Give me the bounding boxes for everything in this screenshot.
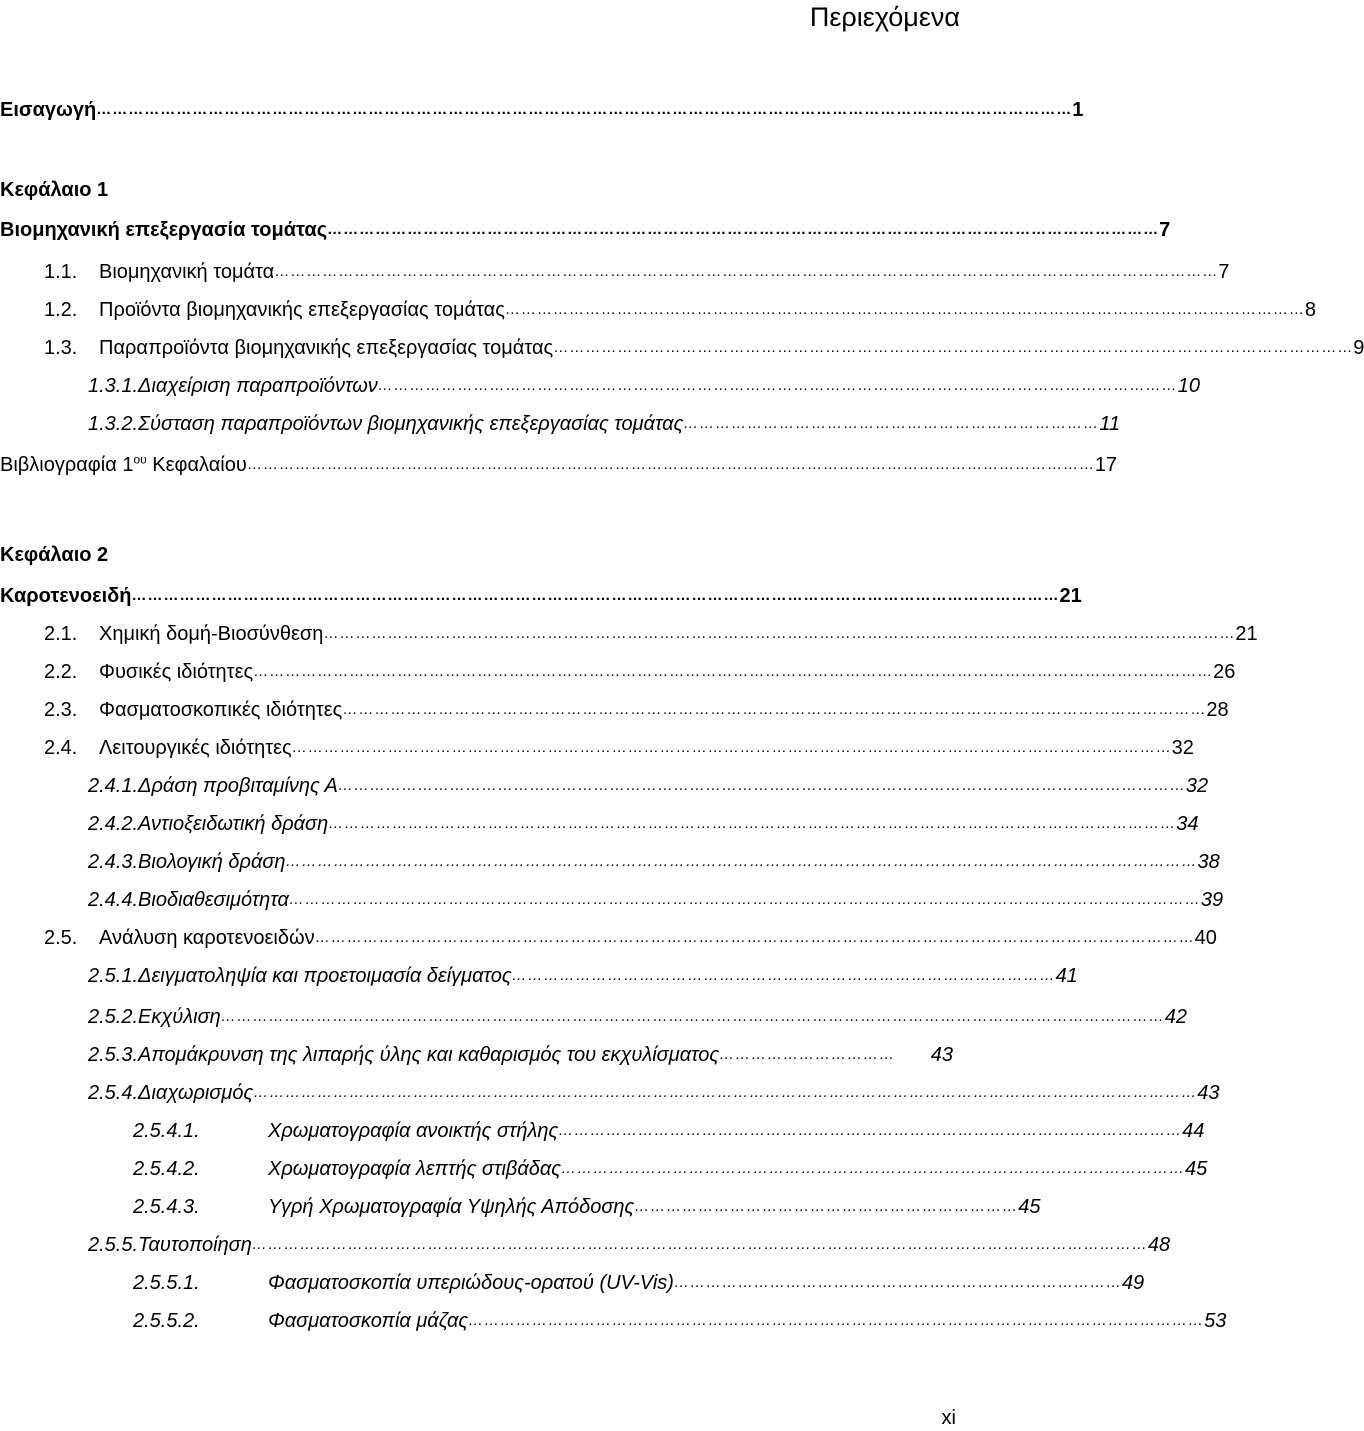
toc-number: 2.5.5.2. <box>133 1310 200 1332</box>
toc-page: 1 <box>1072 99 1084 121</box>
toc-label: Βιομηχανική τομάτα <box>99 261 275 283</box>
toc-number: 2.5.2. <box>88 1006 139 1028</box>
toc-entry[interactable] <box>133 1192 1041 1222</box>
toc-leader: …………………………………………………………………………………………………………………………………………………………… <box>220 1008 1165 1025</box>
toc-page: 26 <box>1213 661 1236 683</box>
toc-page: 9 <box>1353 337 1364 359</box>
toc-entry[interactable] <box>88 1078 1220 1108</box>
toc-page: 7 <box>1159 219 1171 241</box>
toc-label: Φασματοσκοπικές ιδιότητες <box>99 699 343 721</box>
toc-number: 2.5.3. <box>88 1044 139 1066</box>
toc-label: Φασματοσκοπία υπεριώδους-ορατού (UV-Vis) <box>268 1272 674 1294</box>
toc-entry[interactable] <box>88 1002 1188 1032</box>
toc-number: 1.1. <box>44 261 78 283</box>
toc-label: Εισαγωγή <box>0 99 97 121</box>
toc-page: 10 <box>1177 375 1201 397</box>
toc-number: 1.3. <box>44 337 78 359</box>
toc-label: Προϊόντα βιομηχανικής επεξεργασίας τομάτας <box>99 299 505 321</box>
toc-number: 2.4.1. <box>88 775 139 797</box>
toc-label: Λειτουργικές ιδιότητες <box>99 737 292 759</box>
toc-entry-chapter2-title[interactable] <box>0 581 1082 611</box>
toc-page: 44 <box>1182 1120 1205 1142</box>
toc-entry[interactable] <box>88 809 1199 839</box>
toc-entry[interactable] <box>44 333 1364 363</box>
toc-leader: …………………………………………………………………………………………………………………………………………… <box>337 777 1186 794</box>
toc-leader: ……………………………………………………………………………………………………………………………………………………………… <box>253 663 1214 680</box>
toc-page: 8 <box>1304 299 1317 321</box>
toc-label: Βιομηχανική επεξεργασία τομάτας <box>0 219 328 241</box>
toc-leader: ……………………………………………………………………………………………………… <box>558 1122 1183 1139</box>
toc-entry[interactable] <box>133 1116 1205 1146</box>
toc-leader: ……………………………………………………………… <box>634 1198 1019 1215</box>
toc-leader: ………………………………………………………………………………………………………………………………………………… <box>291 739 1172 756</box>
toc-number: 2.4.2. <box>88 813 139 835</box>
toc-number: 2.5.4.2. <box>133 1158 200 1180</box>
toc-number: 2.2. <box>44 661 78 683</box>
toc-label: Ανάλυση καροτενοειδών <box>99 927 315 949</box>
toc-number: 2.5.5.1. <box>133 1272 200 1294</box>
toc-number: 2.4.3. <box>88 851 139 873</box>
toc-leader: ……………………………………………………………………………………………………………………………………………………… <box>285 853 1198 870</box>
toc-entry[interactable] <box>44 295 1317 325</box>
toc-label: Παραπροϊόντα βιομηχανικής επεξεργασίας τομάτας <box>99 337 554 359</box>
toc-page: 41 <box>1055 965 1078 987</box>
toc-label: Βιοδιαθεσιμότητα <box>138 889 289 911</box>
toc-leader: ………………………………………………………………………………………… <box>511 967 1056 984</box>
toc-label: Σύσταση παραπροϊόντων βιομηχανικής επεξεργασίας τομάτας <box>138 413 684 435</box>
toc-leader: ………………………………………………………………………………………………………………………………………………………………… <box>96 101 1073 118</box>
toc-label-suffix: Κεφαλαίου <box>146 454 247 476</box>
toc-number: 2.4.4. <box>88 889 139 911</box>
toc-label: Δειγματοληψία και προετοιμασία δείγματος <box>138 965 512 987</box>
toc-entry[interactable] <box>88 885 1224 915</box>
toc-entry-intro[interactable] <box>0 95 1084 125</box>
toc-entry[interactable] <box>44 695 1229 725</box>
toc-page: 43 <box>1197 1082 1220 1104</box>
toc-entry[interactable] <box>44 619 1258 649</box>
chapter-heading: Κεφάλαιο 1 <box>0 179 109 201</box>
toc-leader: ……………………………………………………………………………………………………………………………………………………… <box>323 625 1236 642</box>
toc-page: 45 <box>1184 1158 1208 1180</box>
toc-entry[interactable] <box>88 961 1078 991</box>
toc-label: Βιβλιογραφία 1 <box>0 454 134 476</box>
toc-entry[interactable] <box>44 923 1217 953</box>
toc-number: 2.5.1. <box>88 965 139 987</box>
toc-number: 2.1. <box>44 623 78 645</box>
toc-entry-chapter1-title[interactable] <box>0 215 1171 245</box>
toc-label: Φασματοσκοπία μάζας <box>268 1310 469 1332</box>
toc-number: 2.5. <box>44 927 78 949</box>
toc-leader: ……………………………………………………………………………………………………………………………………………………… <box>288 891 1201 908</box>
toc-leader: …………………………………………………………………………………………………………………………………… <box>553 339 1354 356</box>
toc-entry[interactable] <box>88 771 1209 801</box>
toc-number: 2.5.4. <box>88 1082 139 1104</box>
toc-page: 42 <box>1164 1006 1188 1028</box>
toc-page: 43 <box>930 1044 953 1066</box>
toc-entry[interactable] <box>44 257 1230 287</box>
toc-number: 1.3.2. <box>88 413 139 435</box>
toc-leader: ………………………………………………………………………………………………………………………………………… <box>327 221 1160 238</box>
toc-page: 40 <box>1194 927 1217 949</box>
page-number: xi <box>941 1407 956 1429</box>
toc-leader: …………………………………………………………………………………………………………………………………………………… <box>251 1236 1148 1253</box>
toc-page: 17 <box>1094 454 1118 476</box>
toc-label: Υγρή Χρωματογραφία Υψηλής Απόδοσης <box>268 1196 635 1218</box>
toc-number: 2.5.4.1. <box>133 1120 200 1142</box>
toc-leader: …………………………………………………………………………………………………………………………………… <box>504 301 1305 318</box>
toc-number: 1.2. <box>44 299 78 321</box>
toc-page: 34 <box>1176 813 1199 835</box>
toc-leader: ……………………………………………………………………………………………………………………………………………… <box>342 701 1207 718</box>
toc-label: Διαχωρισμός <box>138 1082 254 1104</box>
toc-number: 1.3.1. <box>88 375 139 397</box>
toc-page: 11 <box>1099 413 1121 435</box>
toc-page: 28 <box>1206 699 1229 721</box>
toc-leader: ……………………………………………………………………………………………………… <box>560 1160 1185 1177</box>
toc-leader: ………………………………………………………………………… <box>673 1274 1122 1291</box>
toc-entry[interactable] <box>133 1268 1145 1298</box>
toc-number: 2.3. <box>44 699 78 721</box>
toc-number: 2.4. <box>44 737 78 759</box>
toc-leader: …………………………………………………………………………………………………………………………………… <box>377 377 1178 394</box>
toc-label: Ταυτοποίηση <box>138 1234 252 1256</box>
toc-page: 38 <box>1197 851 1220 873</box>
toc-label: Χρωματογραφία λεπτής στιβάδας <box>268 1158 561 1180</box>
page-title: Περιεχόμενα <box>809 2 960 32</box>
toc-label: Καροτενοειδή <box>0 585 132 607</box>
toc-leader: …………………………………………………………………………………………………………………………………………………………… <box>253 1084 1198 1101</box>
toc-label: Δράση προβιταμίνης Α <box>138 775 338 797</box>
toc-entry[interactable] <box>44 733 1194 763</box>
toc-entry[interactable] <box>88 371 1201 401</box>
toc-entry[interactable] <box>88 409 1121 439</box>
toc-label: Βιολογική δράση <box>138 851 286 873</box>
toc-page: 48 <box>1147 1234 1171 1256</box>
toc-leader: …………………………………………………………………………………………………………………………………………………………… <box>274 263 1219 280</box>
toc-leader: …………………………………………………………………………………………………………………………………………… <box>328 815 1177 832</box>
toc-leader: ………………………………………………………………………………………………………………………… <box>468 1312 1205 1329</box>
toc-leader: …………………………………………………………………… <box>683 415 1100 432</box>
toc-entry[interactable] <box>133 1306 1227 1336</box>
toc-page: 21 <box>1059 585 1082 607</box>
toc-entry[interactable] <box>133 1154 1208 1184</box>
toc-label: Φυσικές ιδιότητες <box>99 661 254 683</box>
toc-leader: …………………………… <box>719 1046 896 1063</box>
toc-number: 2.5.4.3. <box>133 1196 200 1218</box>
toc-entry[interactable] <box>88 847 1220 877</box>
toc-leader: ………………………………………………………………………………………………………………………………………………………… <box>131 587 1060 604</box>
toc-page: 53 <box>1204 1310 1227 1332</box>
toc-label: Διαχείριση παραπροϊόντων <box>138 375 378 397</box>
toc-label: Αντιοξειδωτική δράση <box>138 813 329 835</box>
toc-leader: ………………………………………………………………………………………………………………………………………………… <box>314 929 1195 946</box>
toc-entry-bibliography[interactable] <box>0 450 1118 480</box>
toc-page: 39 <box>1200 889 1224 911</box>
toc-label: Χημική δομή-Βιοσύνθεση <box>99 623 324 645</box>
toc-entry[interactable] <box>44 657 1236 687</box>
toc-entry[interactable] <box>88 1040 953 1070</box>
toc-leader: …………………………………………………………………………………………………………………………………………… <box>246 456 1095 473</box>
superscript: ου <box>133 452 147 467</box>
toc-label: Εκχύλιση <box>138 1006 221 1028</box>
toc-page: 32 <box>1171 737 1194 759</box>
toc-page: 45 <box>1018 1196 1041 1218</box>
toc-entry[interactable] <box>88 1230 1171 1260</box>
toc-label: Απομάκρυνση της λιπαρής ύλης και καθαρισμός του εκχυλίσματος <box>138 1044 720 1066</box>
toc-label: Χρωματογραφία ανοικτής στήλης <box>268 1120 559 1142</box>
toc-page: 49 <box>1121 1272 1145 1294</box>
toc-page: 32 <box>1185 775 1209 797</box>
toc-page: 21 <box>1235 623 1258 645</box>
toc-page: 7 <box>1218 261 1230 283</box>
toc-number: 2.5.5. <box>88 1234 139 1256</box>
chapter-heading: Κεφάλαιο 2 <box>0 544 109 566</box>
